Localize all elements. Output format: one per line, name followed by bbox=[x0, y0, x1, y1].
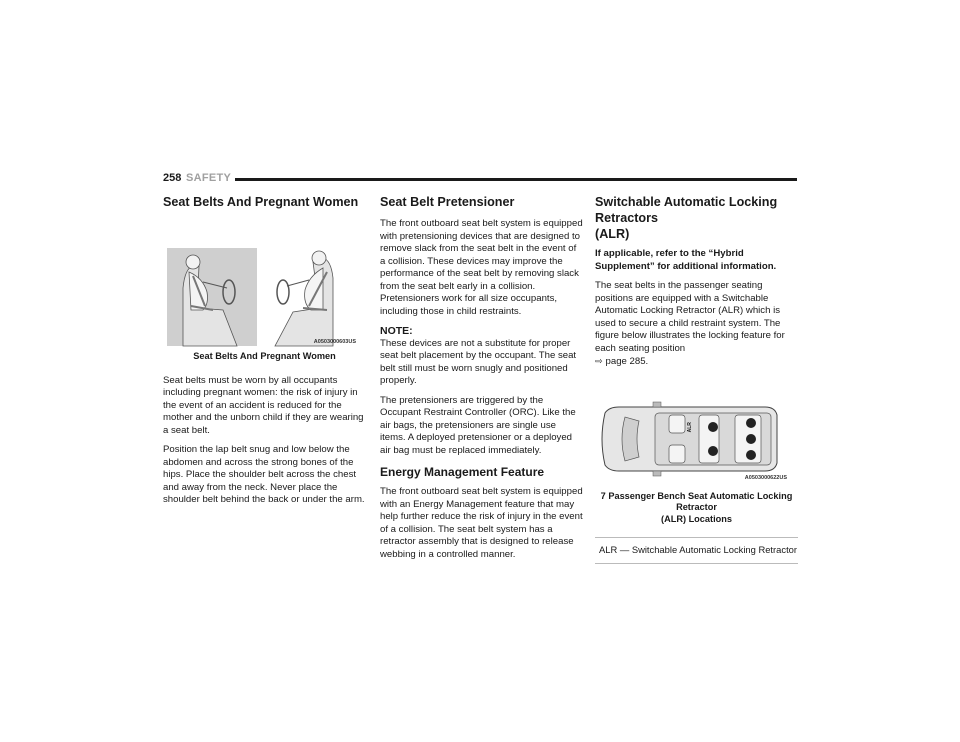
column-1 bbox=[163, 194, 366, 514]
heading-energy-management: Energy Management Feature bbox=[380, 465, 545, 479]
paragraph: The front outboard seat belt system is equipped with an Energy Management feature that may help further reduce the risk of injury in the event of a collision. The seat belt system has a retractor assembly that is designed to release webbing in a controlled manner. bbox=[380, 486, 583, 560]
paragraph bbox=[595, 280, 798, 369]
caption-line1: 7 Passenger Bench Seat Automatic Locking Retractor bbox=[600, 490, 793, 512]
hybrid-note: If applicable, refer to the “Hybrid Supplement” for additional information. bbox=[595, 248, 777, 272]
paragraph-text: The seat belts in the passenger seating positions are equipped with a Switchable Automatic Locking Retractor (ALR) which is used to secure a child restraint system. The figure below illustrates the locking feature for each seating position bbox=[595, 280, 785, 354]
note-text: These devices are not a substitute for proper seat belt placement by the occupant. The seat belt still must be worn snugly and positioned properly. bbox=[380, 337, 577, 386]
caption-line2: (ALR) Locations bbox=[661, 513, 732, 524]
paragraph: The pretensioners are triggered by the Occupant Restraint Controller (ORC). Like the air bags, the pretensioners are single use items. A deployed pretensioner or a deployed air bag must be replaced immediately. bbox=[380, 394, 576, 456]
paragraph: The front outboard seat belt system is equipped with pretensioning devices that are designed to remove slack from the seat belt in the event of a collision. These devices may improve the performance of the seat belt by removing slack from the seat belt early in a collision. Pretensioners work for all size occupants, including those in child restraints. bbox=[380, 218, 583, 317]
alr-label: ALR bbox=[686, 421, 693, 432]
heading-pretensioner: Seat Belt Pretensioner bbox=[380, 195, 515, 209]
arrow-right-icon: ⇨ bbox=[595, 356, 603, 366]
header-rule bbox=[235, 178, 797, 181]
figure-code: A0503000603US bbox=[313, 338, 356, 345]
figure-caption: Seat Belts And Pregnant Women bbox=[193, 351, 336, 361]
page-number: 258 bbox=[163, 172, 182, 184]
figure-pregnant-women bbox=[163, 248, 360, 348]
heading-alr-line1: Switchable Automatic Locking Retractors bbox=[595, 195, 778, 225]
figure-caption bbox=[595, 491, 798, 526]
figure-alr-locations bbox=[595, 399, 789, 479]
page-reference-link[interactable]: page 285. bbox=[605, 356, 649, 367]
paragraph: Seat belts must be worn by all occupants including pregnant women: the risk of injury in the event of an accident is reduced for the mother and the unborn child if they are wearing a seat belt. bbox=[163, 374, 364, 436]
heading-alr bbox=[595, 194, 798, 242]
figure-code: A0503000622US bbox=[744, 475, 787, 481]
column-2 bbox=[380, 194, 583, 568]
section-name: SAFETY bbox=[186, 172, 232, 184]
figure-legend: ALR — Switchable Automatic Locking Retractor bbox=[595, 537, 798, 564]
pregnant-women-illustration bbox=[163, 248, 360, 348]
vehicle-top-view-illustration bbox=[595, 399, 789, 479]
paragraph: Position the lap belt snug and low below the abdomen and across the strong bones of the hips. Place the shoulder belt across the chest and away from the neck. Never place the shoulder belt behind the back or under the arm. bbox=[163, 444, 365, 505]
column-3 bbox=[595, 194, 798, 564]
note-label: NOTE: bbox=[380, 325, 413, 337]
heading-pregnant-women: Seat Belts And Pregnant Women bbox=[163, 195, 359, 209]
heading-alr-line2: (ALR) bbox=[595, 227, 630, 241]
page-header bbox=[163, 172, 797, 188]
